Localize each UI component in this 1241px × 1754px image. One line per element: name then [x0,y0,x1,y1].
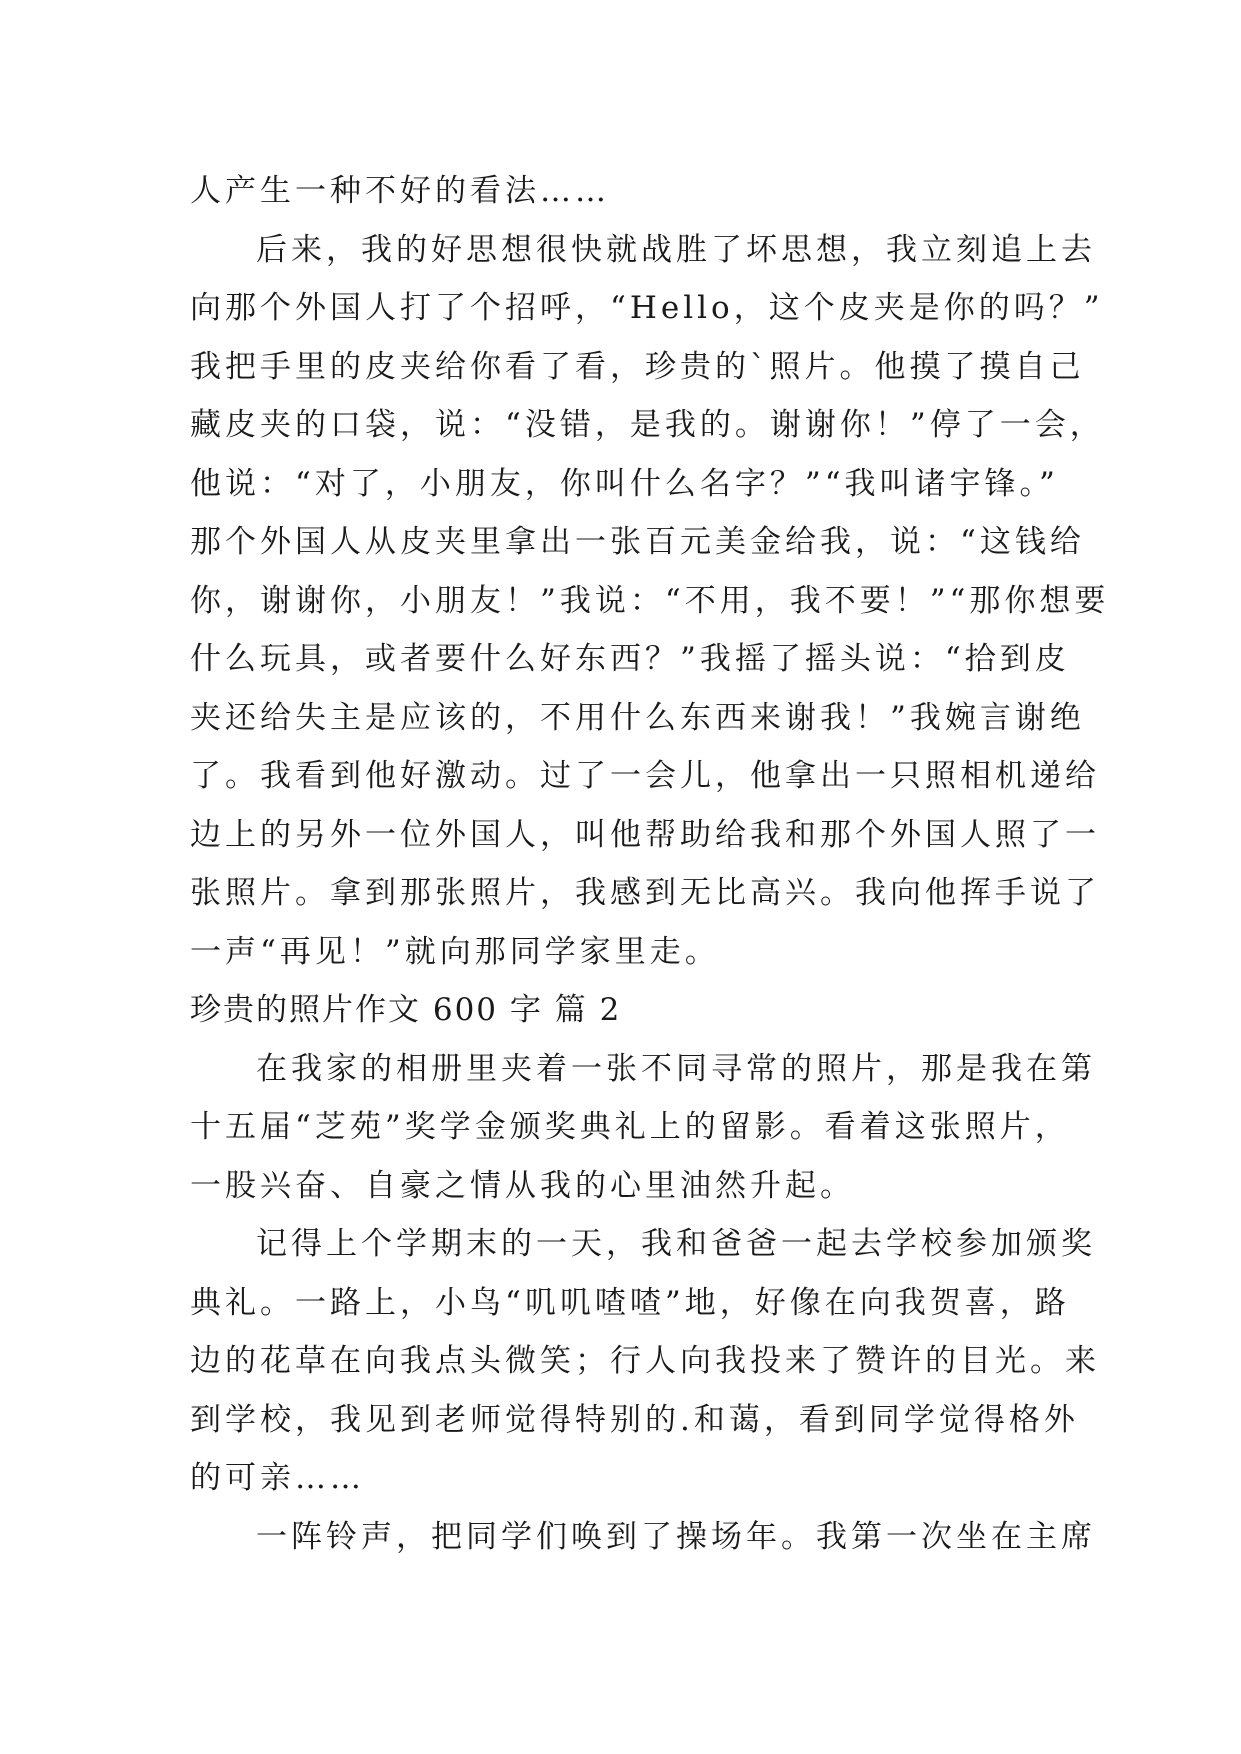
text-line: 人产生一种不好的看法…… [190,173,610,209]
text-line: 张照片。拿到那张照片，我感到无比高兴。我向他挥手说了 [190,875,1100,911]
text-line: 那个外国人从皮夹里拿出一张百元美金给我，说：“这钱给 [190,524,1085,560]
text-line: 一声“再见！”就向那同学家里走。 [190,933,720,970]
text-line: 一股兴奋、自豪之情从我的心里油然升起。 [190,1167,855,1204]
text-line: 到学校，我见到老师觉得特别的.和蔼，看到同学觉得格外 [190,1401,1079,1438]
document-body [190,162,1110,1566]
text-line: 后来，我的好思想很快就战胜了坏思想，我立刻追上去 [256,231,1096,268]
text-line: 什么玩具，或者要什么好东西？”我摇了摇头说：“拾到皮 [190,641,1070,677]
text-line: 你，谢谢你，小朋友！”我说：“不用，我不要！”“那你想要 [190,582,1110,619]
text-line: 了。我看到他好激动。过了一会儿，他拿出一只照相机递给 [190,758,1100,794]
text-line: 向那个外国人打了个招呼，“Hello，这个皮夹是你的吗？” [190,290,1104,326]
text-line: 十五届“芝苑”奖学金颁奖典礼上的留影。看着这张照片， [190,1109,1070,1145]
text-line: 夹还给失主是应该的，不用什么东西来谢我！”我婉言谢绝 [190,699,1085,736]
text-line: 记得上个学期末的一天，我和爸爸一起去学校参加颁奖 [256,1226,1096,1262]
text-line: 藏皮夹的口袋，说：“没错，是我的。谢谢你！”停了一会， [190,407,1105,443]
text-line: 典礼。一路上，小鸟“叽叽喳喳”地，好像在向我贺喜，路 [190,1284,1070,1321]
text-line: 我把手里的皮夹给你看了看，珍贵的`照片。他摸了摸自己 [190,348,1085,385]
text-line: 边上的另外一位外国人，叫他帮助给我和那个外国人照了一 [190,816,1100,853]
text-line: 的可亲…… [190,1460,365,1496]
text-line: 他说：“对了，小朋友，你叫什么名字？”“我叫诸宇锋。” [190,465,1059,502]
text-line: 一阵铃声，把同学们唤到了操场年。我第一次坐在主席 [256,1518,1096,1555]
text-line: 在我家的相册里夹着一张不同寻常的照片，那是我在第 [256,1050,1096,1087]
text-line: 边的花草在向我点头微笑；行人向我投来了赞许的目光。来 [190,1343,1100,1379]
section-heading: 珍贵的照片作文 600 字 篇 2 [190,992,622,1028]
